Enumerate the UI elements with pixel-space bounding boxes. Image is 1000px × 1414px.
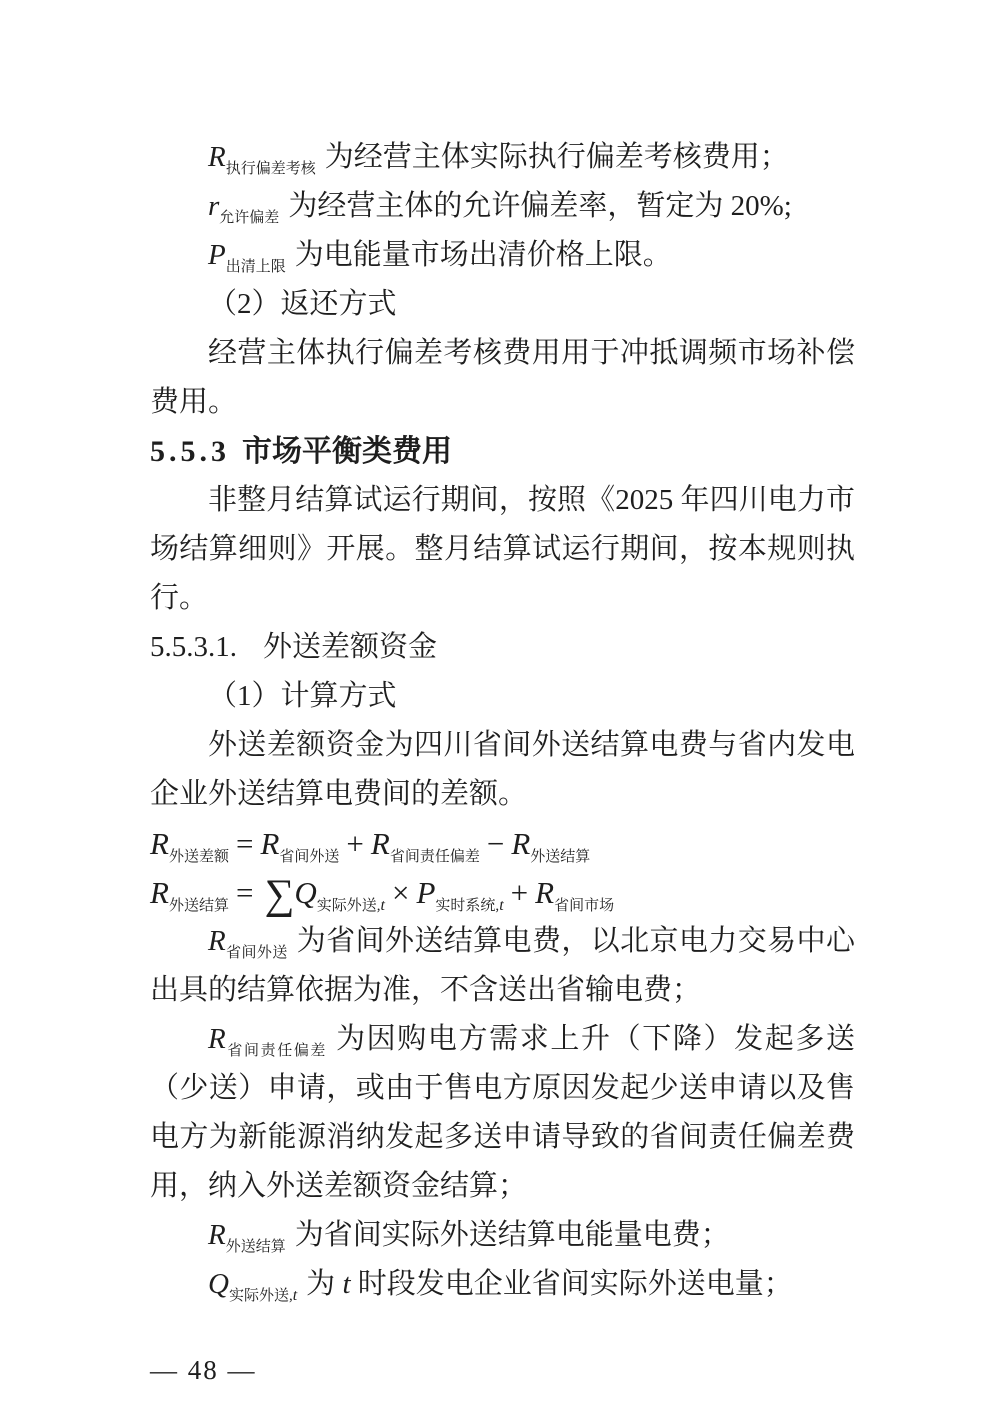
math-variable: R [511,826,531,861]
subscript-cjk: 实际外送, [316,898,381,914]
definition-text: 为电能量市场出清价格上限。 [294,239,672,271]
operator-equals: = [235,875,254,910]
section-heading-553 [150,427,855,476]
math-subscript: 出清上限 [225,259,286,275]
definition-outbound-settlement [150,1211,855,1260]
math-subscript: 外送结算 [168,898,229,914]
subscript-time-index: t [380,897,385,914]
formula-outbound-settlement [150,868,855,917]
operator-equals: = [235,826,254,861]
math-variable: P [208,239,226,271]
math-variable: P [416,875,436,910]
math-variable: R [208,925,226,957]
definition-text-pre: 为 [306,1268,343,1300]
formula-outbound-difference [150,819,855,868]
math-subscript: 外送结算 [225,1239,286,1255]
definition-text: 为经营主体的允许偏差率，暂定为 20%; [288,190,792,222]
subscript-time-index: t [499,897,504,914]
math-variable: R [150,875,169,910]
math-subscript [229,1288,297,1304]
math-variable: R [150,826,169,861]
section-heading-5531 [150,623,855,672]
paragraph-settlement-trial-period: 非整月结算试运行期间，按照《2025 年四川电力市场结算细则》开展。整月结算试运行期间，按本规则执行。 [150,484,855,614]
math-variable: R [208,1023,226,1055]
math-subscript: 省间外送 [279,849,340,865]
definition-text: 为省间实际外送结算电能量电费； [294,1219,730,1251]
subscript-cjk: 实时系统, [435,898,500,914]
definition-text [306,1268,793,1300]
math-subscript: 省间市场 [554,898,615,914]
math-subscript: 省间责任偏差 [389,849,480,865]
time-variable: t [342,1268,351,1300]
definition-interprovincial-outbound [150,917,855,1015]
definition-text: 为省间外送结算电费，以北京电力交易中心出具的结算依据为准，不含送出省输电费； [150,925,855,1006]
math-variable: r [208,190,220,222]
definition-actual-outbound-energy [150,1260,855,1309]
math-variable: R [260,826,280,861]
section-number: 5.5.3.1. [150,631,237,663]
math-subscript: 执行偏差考核 [225,161,316,177]
definition-text-post: 时段发电企业省间实际外送电量； [350,1268,793,1300]
subscript-time-index: t [292,1287,298,1304]
math-variable: R [208,141,226,173]
definition-line-execution-deviation-fee [150,133,855,182]
paragraph-outbound-difference-intro: 外送差额资金为四川省间外送结算电费与省内发电企业外送结算电费间的差额。 [150,729,855,810]
math-subscript: 允许偏差 [219,210,280,226]
list-item-1-heading: （1）计算方式 [208,680,397,712]
definition-line-clearing-price-cap [150,231,855,280]
operator-minus: − [486,826,505,861]
definition-interprovincial-responsibility-deviation [150,1015,855,1211]
math-variable: R [370,826,390,861]
math-subscript: 省间外送 [225,945,288,961]
definition-line-allowed-deviation-rate [150,182,855,231]
definition-text: 为因购电方需求上升（下降）发起多送（少送）申请，或由于售电方原因发起少送申请以及售电方为新能源消纳发起多送申请导致的省间责任偏差费用，纳入外送差额资金结算； [150,1023,855,1202]
math-subscript: 外送差额 [168,849,229,865]
math-variable: R [535,875,555,910]
math-subscript: 外送结算 [530,849,591,865]
math-variable: R [208,1219,226,1251]
math-variable: Q [208,1268,229,1300]
section-title: 市场平衡类费用 [242,435,452,468]
math-subscript [317,898,385,914]
section-number: 5.5.3 [150,435,230,468]
list-item-2-heading: （2）返还方式 [208,288,397,320]
definition-text: 为经营主体实际执行偏差考核费用； [324,141,789,173]
page-number: — 48 — [150,1355,257,1385]
math-subscript [435,898,503,914]
summation-symbol: ∑ [264,872,295,918]
paragraph-return-method: 经营主体执行偏差考核费用用于冲抵调频市场补偿费用。 [150,337,855,418]
math-subscript: 省间责任偏差 [225,1043,328,1059]
subscript-cjk: 实际外送, [228,1288,293,1304]
operator-plus: + [346,826,364,861]
operator-plus: + [510,875,529,910]
math-variable: Q [294,875,317,910]
operator-multiply: × [392,875,410,910]
section-title: 外送差额资金 [263,631,438,663]
